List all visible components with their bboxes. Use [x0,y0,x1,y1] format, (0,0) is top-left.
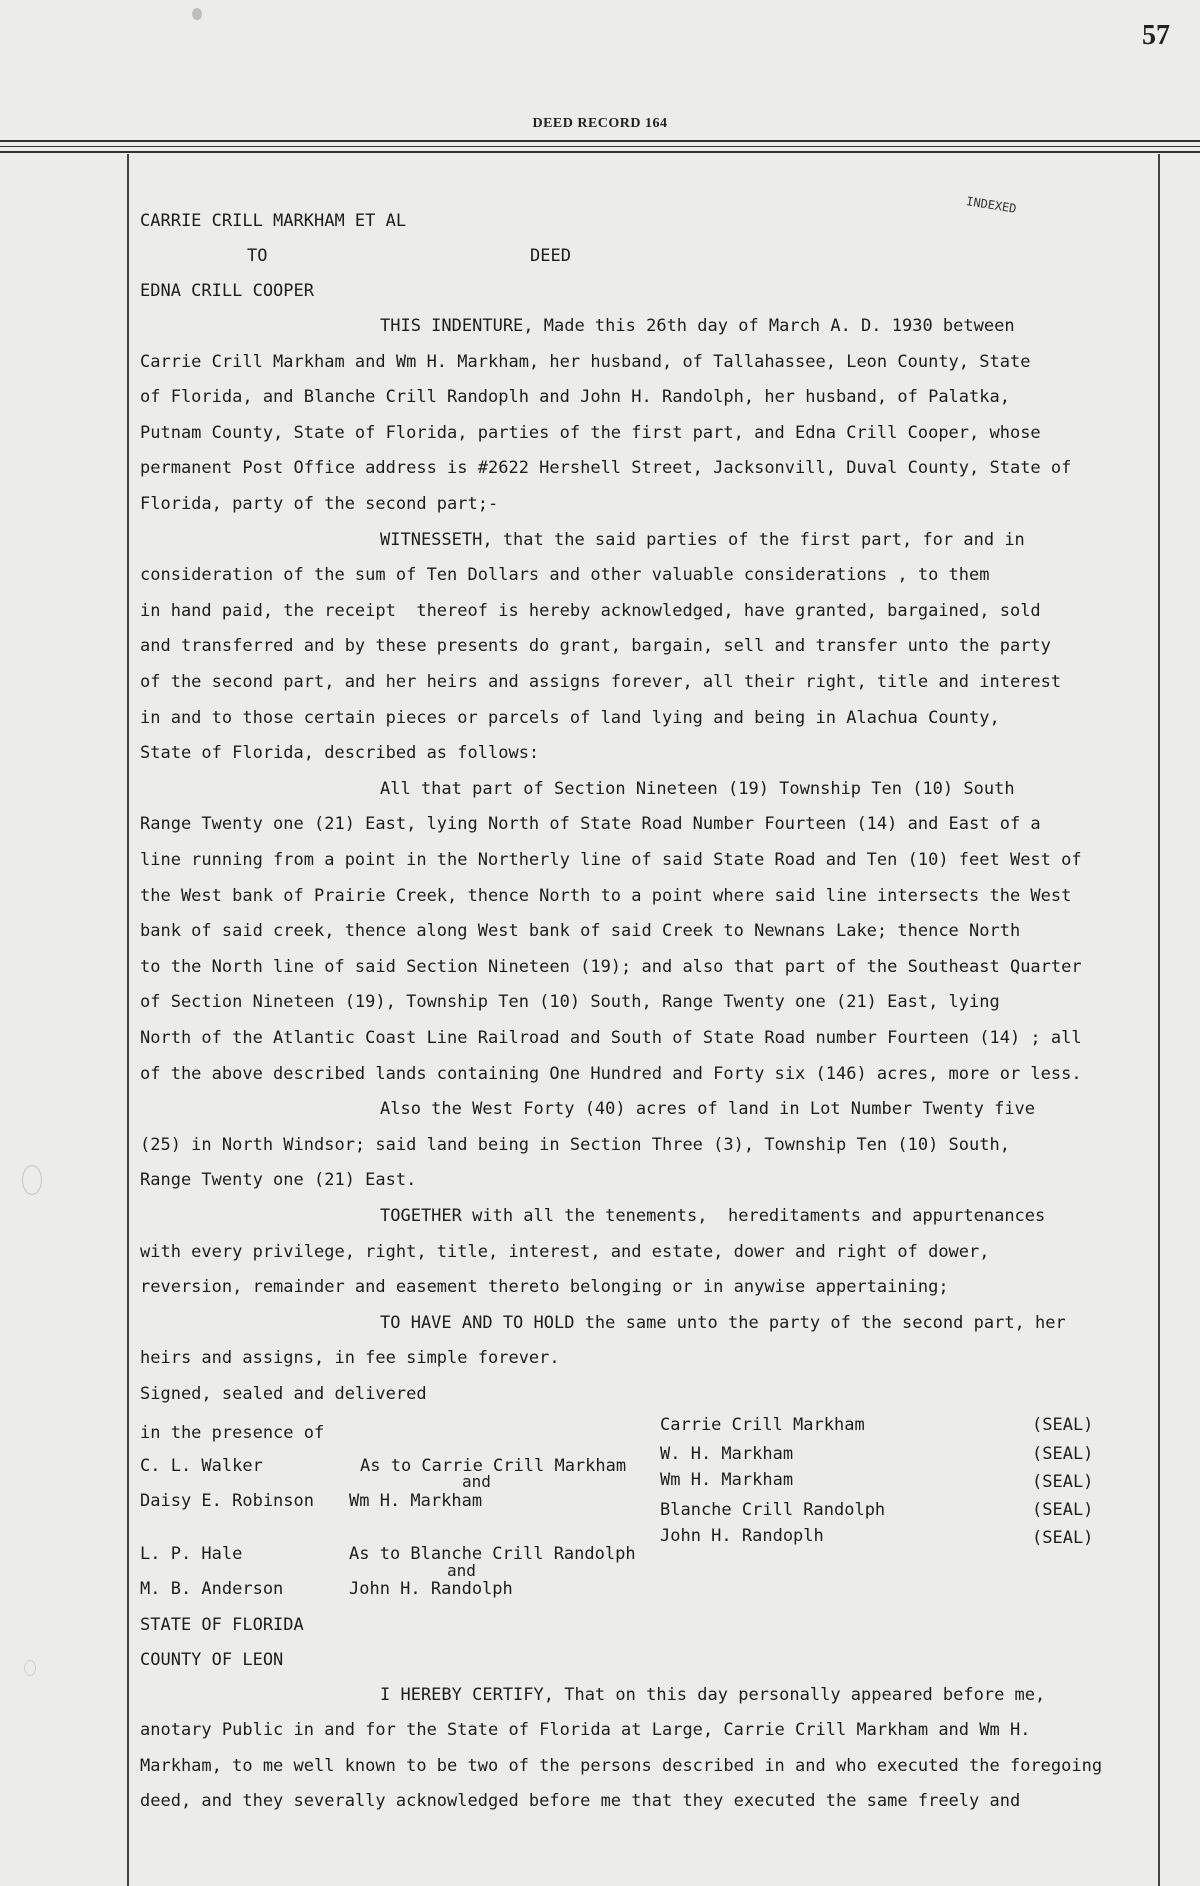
and-connector: and [462,1472,491,1491]
deed-body-line: WITNESSETH, that the said parties of the first part, for and in [380,529,1025,550]
signer-name: Wm H. Markham [660,1470,794,1490]
deed-body-line: in and to those certain pieces or parcels of land lying and being in Alachua County, [140,707,1000,728]
deed-body-line: of the above described lands containing One Hundred and Forty six (146) acres, more or less. [140,1063,1082,1084]
deed-body-line: Carrie Crill Markham and Wm H. Markham, her husband, of Tallahassee, Leon County, State [140,351,1031,372]
to-heading: TO [247,246,268,266]
deed-body-line: North of the Atlantic Coast Line Railroad and South of State Road number Fourteen (14) ; all [140,1028,1082,1048]
witness-name: Daisy E. Robinson [140,1491,314,1511]
certificate-line: deed, and they severally acknowledged before me that they executed the same freely and [140,1790,1021,1811]
deed-body-line: Range Twenty one (21) East. [140,1170,417,1191]
venue-county: COUNTY OF LEON [140,1650,284,1670]
grantee-heading: EDNA CRILL COOPER [140,281,314,301]
deed-body-line: Florida, party of the second part;- [140,494,499,514]
signer-name: W. H. Markham [660,1444,794,1464]
deed-body-line: THIS INDENTURE, Made this 26th day of March A. D. 1930 between [380,316,1015,336]
deed-body-line: Also the West Forty (40) acres of land in Lot Number Twenty five [380,1099,1036,1120]
binding-hole [24,1660,36,1676]
deed-body-line: TOGETHER with all the tenements, hereditaments and appurtenances [380,1206,1046,1226]
deed-body-line: permanent Post Office address is #2622 Hershell Street, Jacksonvill, Duval County, State of [140,458,1072,479]
deed-body-line: of Florida, and Blanche Crill Randoplh and John H. Randolph, her husband, of Palatka, [140,387,1010,408]
record-title: DEED RECORD 164 [532,116,668,131]
certificate-line: I HEREBY CERTIFY, That on this day personally appeared before me, [380,1685,1046,1705]
deed-body-line: with every privilege, right, title, interest, and estate, dower and right of dower, [140,1241,990,1262]
deed-body-line: bank of said creek, thence along West bank of said Creek to Newnans Lake; thence North [140,921,1021,942]
witness-as-to: As to Blanche Crill Randolph [349,1544,636,1564]
deed-body-line: TO HAVE AND TO HOLD the same unto the party of the second part, her [380,1312,1066,1333]
deed-body-line: of the second part, and her heirs and assigns forever, all their right, title and interest [140,672,1062,692]
deed-body-line: (25) in North Windsor; said land being in Section Three (3), Township Ten (10) South, [140,1134,1010,1155]
deed-body-line: Signed, sealed and delivered [140,1384,427,1404]
deed-body-line: Range Twenty one (21) East, lying North of State Road Number Fourteen (14) and East of a [140,814,1041,835]
certificate-line: anotary Public in and for the State of Florida at Large, Carrie Crill Markham and Wm H. [140,1720,1031,1741]
right-margin-line [1158,154,1160,1886]
signer-name: Carrie Crill Markham [660,1415,865,1435]
witness-name: M. B. Anderson [140,1579,284,1599]
page-number: 57 [1142,20,1170,51]
binding-hole [22,1165,42,1195]
deed-body-line: in hand paid, the receipt thereof is hereby acknowledged, have granted, bargained, sold [140,600,1041,621]
header-rule [0,146,1200,147]
instrument-heading: DEED [530,246,571,266]
deed-body-line: heirs and assigns, in fee simple forever. [140,1348,560,1369]
deed-body-line: reversion, remainder and easement thereto belonging or in anywise appertaining; [140,1277,949,1298]
witness-name: C. L. Walker [140,1456,263,1476]
indexed-stamp: INDEXED [965,194,1018,216]
witness-as-to: As to Carrie Crill Markham [360,1456,627,1476]
and-connector: and [447,1561,476,1580]
venue-state: STATE OF FLORIDA [140,1615,304,1635]
witness-name: L. P. Hale [140,1544,243,1564]
deed-body-line: Putnam County, State of Florida, parties of the first part, and Edna Crill Cooper, whose [140,422,1041,443]
grantor-heading: CARRIE CRILL MARKHAM ET AL [140,211,407,231]
seal-mark: (SEAL) [1032,1472,1094,1492]
deed-body-line: consideration of the sum of Ten Dollars and other valuable considerations , to them [140,565,990,586]
deed-body-line: the West bank of Prairie Creek, thence North to a point where said line intersects the West [140,885,1072,906]
deed-body-line: of Section Nineteen (19), Township Ten (10) South, Range Twenty one (21) East, lying [140,992,1000,1013]
deed-body-line: line running from a point in the Northerly line of said State Road and Ten (10) feet West of [140,850,1082,870]
left-margin-line [127,154,129,1886]
header-rule [0,140,1200,142]
header-rule [0,151,1200,153]
deed-body-line: and transferred and by these presents do grant, bargain, sell and transfer unto the party [140,636,1051,657]
deed-body-line: All that part of Section Nineteen (19) Township Ten (10) South [380,778,1015,799]
seal-mark: (SEAL) [1032,1500,1094,1520]
signer-name: Blanche Crill Randolph [660,1500,886,1520]
deed-body-line: to the North line of said Section Nineteen (19); and also that part of the Southeast Quarter [140,956,1082,977]
presence-label: in the presence of [140,1423,325,1443]
deed-body-line: State of Florida, described as follows: [140,743,540,764]
certificate-line: Markham, to me well known to be two of the persons described in and who executed the foregoing [140,1755,1103,1776]
witness-as-to: Wm H. Markham [349,1491,483,1511]
signer-name: John H. Randoplh [660,1526,824,1546]
witness-as-to: John H. Randolph [349,1579,513,1599]
seal-mark: (SEAL) [1032,1415,1094,1435]
seal-mark: (SEAL) [1032,1444,1094,1464]
paper-spot [192,8,202,20]
seal-mark: (SEAL) [1032,1528,1094,1548]
